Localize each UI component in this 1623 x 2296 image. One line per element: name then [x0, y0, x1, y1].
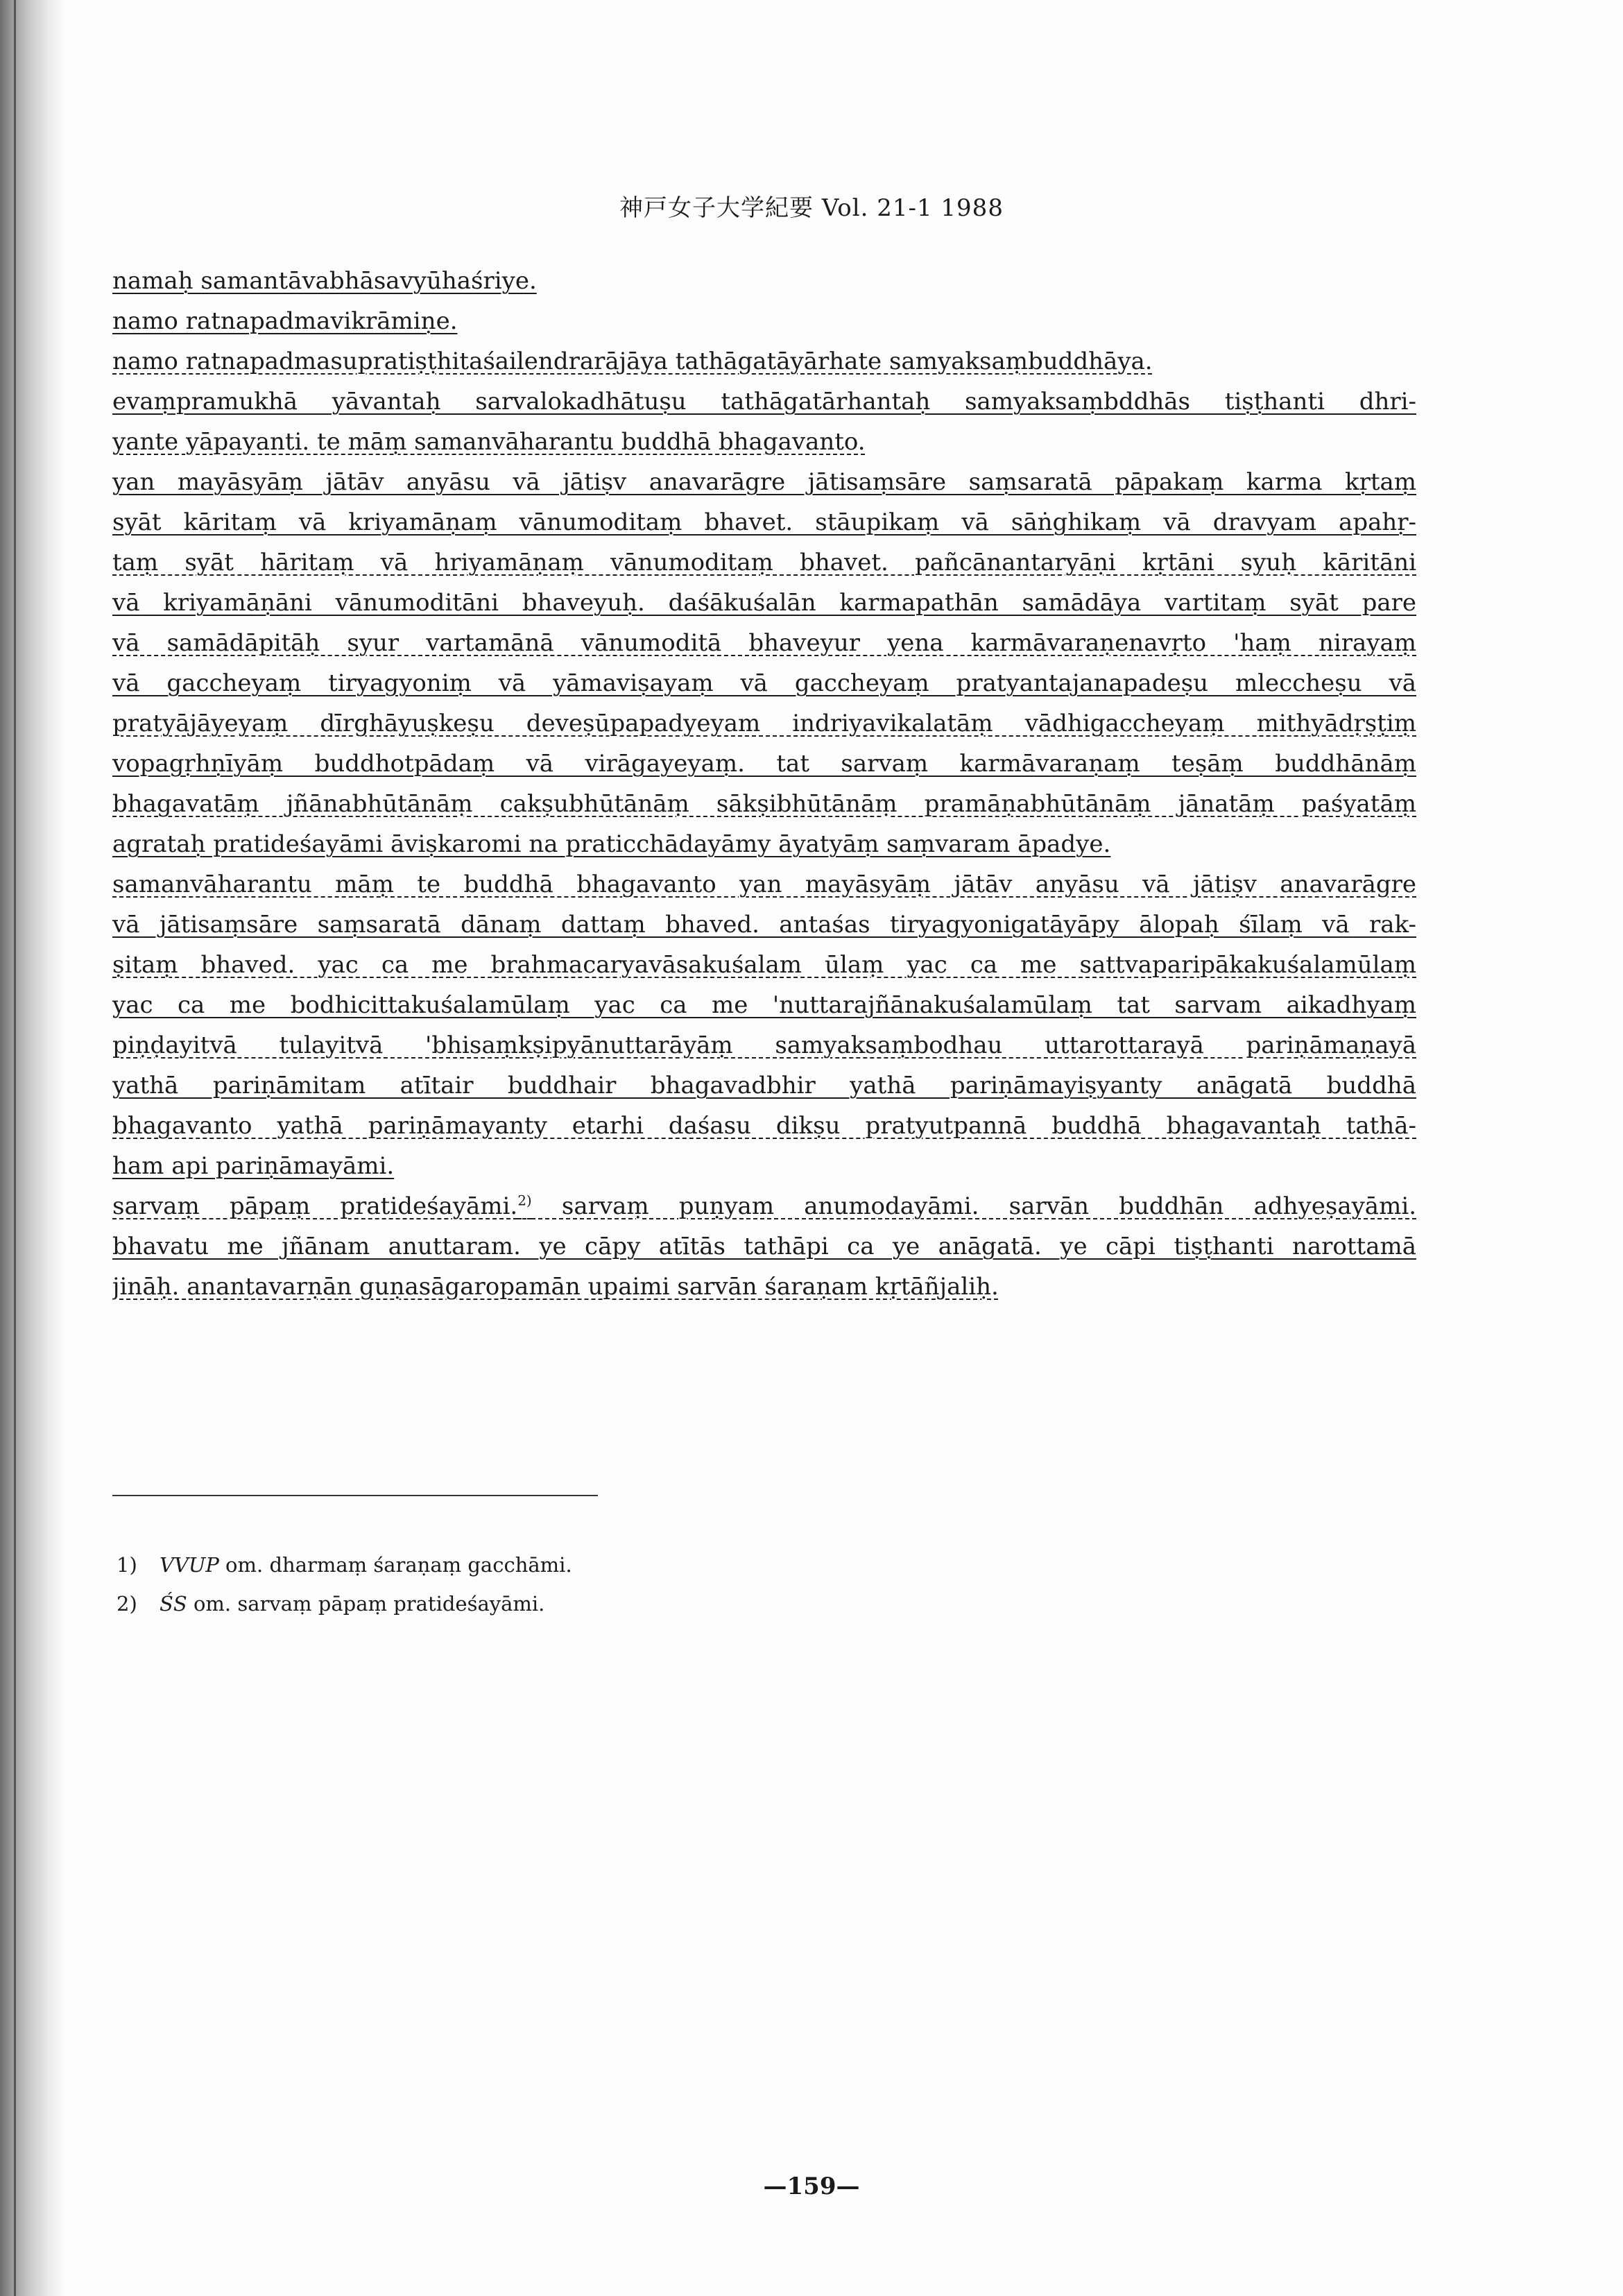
- text-line-23: ham api pariṇāmayāmi.: [112, 1152, 395, 1180]
- text-line-20: piṇḍayitvā tulayitvā 'bhisaṃkṣipyānuttarāyāṃ samyaksaṃbodhau uttarottarayā pariṇāmaṇayā: [112, 1031, 1416, 1059]
- text-line-21: yathā pariṇāmitam atītair buddhair bhagavadbhir yathā pariṇāmayiṣyanty anāgatā buddhā: [112, 1072, 1416, 1099]
- sanskrit-text-body: [112, 261, 1416, 1307]
- text-line-5: yante yāpayanti. te māṃ samanvāharantu buddhā bhagavanto.: [112, 428, 866, 456]
- footnote-divider: [112, 1495, 598, 1496]
- text-line-4: evaṃpramukhā yāvantaḥ sarvalokadhātuṣu tathāgatārhantaḥ samyaksaṃbddhās tiṣṭhanti dhri-: [112, 388, 1416, 415]
- text-line-14: bhagavatāṃ jñānabhūtānāṃ cakṣubhūtānāṃ sākṣibhūtānāṃ pramāṇabhūtānāṃ jānatāṃ paśyatāṃ: [112, 790, 1416, 818]
- text-line-24: sarvaṃ pāpaṃ pratideśayāmi.$^{2)}$ sarvaṃ puṇyam anumodayāmi. sarvān buddhān adhyeṣayāmi.: [112, 1192, 1416, 1220]
- text-line-26: jināḥ. anantavarṇān guṇasāgaropamān upaimi sarvān śaraṇam kṛtāñjaliḥ.: [112, 1273, 999, 1301]
- text-line-2: namo ratnapadmavikrāmiṇe.: [112, 307, 458, 335]
- footnote-2: 2) ŚS om. sarvaṃ pāpaṃ pratideśayāmi.: [117, 1592, 545, 1616]
- text-line-1: namaḥ samantāvabhāsavyūhaśriye.: [112, 267, 537, 295]
- text-line-25: bhavatu me jñānam anuttaram. ye cāpy atītās tathāpi ca ye anāgatā. ye cāpi tiṣṭhanti narottamā: [112, 1233, 1416, 1260]
- scan-shadow-edge: [0, 0, 66, 2296]
- text-line-19: yac ca me bodhicittakuśalamūlaṃ yac ca me 'nuttarajñānakuśalamūlaṃ tat sarvam aikadhyaṃ: [112, 991, 1416, 1019]
- footnote-1: 1) VVUP om. dharmaṃ śaraṇaṃ gacchāmi.: [117, 1553, 572, 1577]
- text-line-17: vā jātisaṃsāre saṃsaratā dānaṃ dattaṃ bhaved. antaśas tiryagyonigatāyāpy ālopaḥ śīlaṃ vā rak-: [112, 911, 1416, 939]
- text-line-8: taṃ syāt hāritaṃ vā hriyamāṇaṃ vānumoditaṃ bhavet. pañcānantaryāṇi kṛtāni syuḥ kāritāni: [112, 549, 1416, 576]
- text-line-9: vā kriyamāṇāni vānumoditāni bhaveyuḥ. daśākuśalān karmapathān samādāya vartitaṃ syāt pare: [112, 589, 1416, 617]
- text-line-7: syāt kāritaṃ vā kriyamāṇaṃ vānumoditaṃ bhavet. stāupikaṃ vā sāṅghikaṃ vā dravyam apahṛ-: [112, 508, 1416, 536]
- footnote-ref-2: 2): [517, 1192, 532, 1209]
- running-header: 神戸女子大学紀要 Vol. 21-1 1988: [619, 194, 1004, 222]
- text-line-6: yan mayāsyāṃ jātāv anyāsu vā jātiṣv anavarāgre jātisaṃsāre saṃsaratā pāpakaṃ karma kṛtaṃ: [112, 468, 1416, 496]
- text-line-13: vopagṛhṇīyāṃ buddhotpādaṃ vā virāgayeyaṃ. tat sarvaṃ karmāvaraṇaṃ teṣāṃ buddhānāṃ: [112, 750, 1416, 778]
- footnotes: [117, 1545, 572, 1623]
- page-number: —159—: [763, 2173, 860, 2200]
- text-line-12: pratyājāyeyaṃ dīrghāyuṣkeṣu deveṣūpapadyeyam indriyavikalatāṃ vādhigaccheyaṃ mithyādṛṣṭiṃ: [112, 710, 1416, 737]
- text-line-22: bhagavanto yathā pariṇāmayanty etarhi daśasu dikṣu pratyutpannā buddhā bhagavantaḥ tathā-: [112, 1112, 1416, 1140]
- text-line-16: samanvāharantu māṃ te buddhā bhagavanto yan mayāsyāṃ jātāv anyāsu vā jātiṣv anavarāgre: [112, 871, 1416, 898]
- text-line-10: vā samādāpitāḥ syur vartamānā vānumoditā bhaveyur yena karmāvaraṇenavṛto 'haṃ nirayaṃ: [112, 629, 1416, 657]
- text-line-3: namo ratnapadmasupratiṣṭhitaśailendrarājāya tathāgatāyārhate samyaksaṃbuddhāya.: [112, 348, 1153, 375]
- text-line-15: agrataḥ pratideśayāmi āviṣkaromi na praticchādayāmy āyatyāṃ saṃvaram āpadye.: [112, 830, 1111, 858]
- text-line-11: vā gaccheyaṃ tiryagyoniṃ vā yāmaviṣayaṃ vā gaccheyaṃ pratyantajanapadeṣu mleccheṣu vā: [112, 669, 1416, 697]
- text-line-18: ṣitaṃ bhaved. yac ca me brahmacaryavāsakuśalam ūlaṃ yac ca me sattvaparipākakuśalamūlaṃ: [112, 951, 1416, 979]
